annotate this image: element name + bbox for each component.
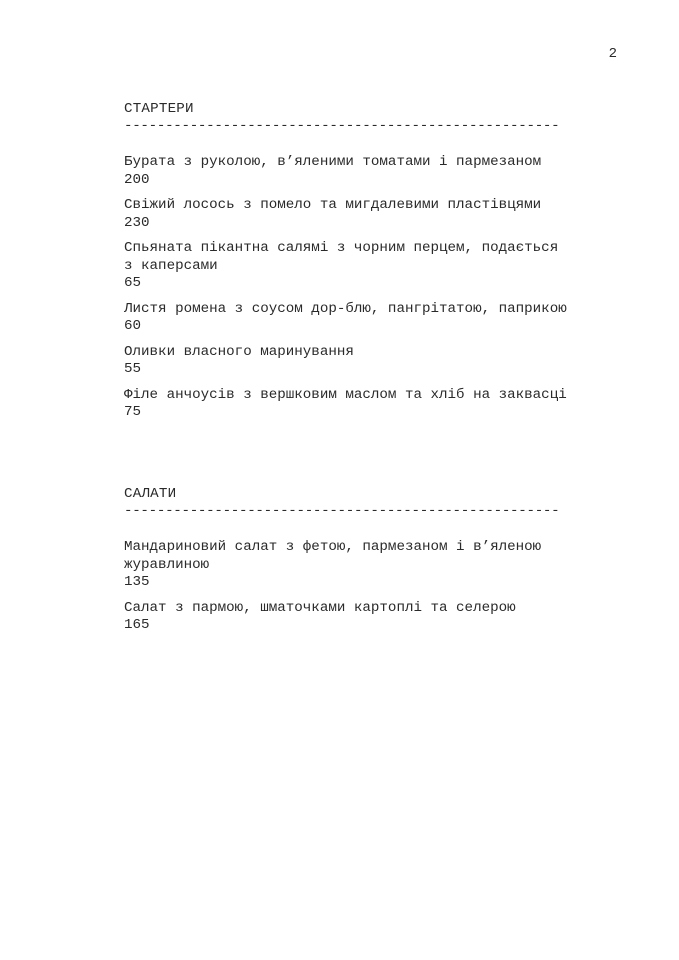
item-price: 135 — [124, 574, 150, 590]
item-name: Філе анчоусів з вершковим маслом та хліб на заквасці — [124, 386, 567, 403]
menu-item — [124, 240, 624, 293]
section-divider: ----------------------------------------------------- — [124, 118, 560, 134]
item-name: Салат з пармою, шматочками картоплі та селерою — [124, 599, 516, 616]
menu-item — [124, 197, 624, 232]
menu-item — [124, 600, 624, 635]
menu-item — [124, 344, 624, 379]
item-price: 60 — [124, 318, 142, 334]
item-name: Мандариновий салат з фетою, пармезаном і в’яленою журавлиною — [124, 539, 542, 573]
item-name: Листя ромена з соусом дор-блю, пангрітатою, паприкою — [124, 300, 567, 317]
section-title: СТАРТЕРИ — [124, 101, 194, 117]
menu-item — [124, 387, 624, 422]
item-price: 75 — [124, 404, 142, 420]
section-divider: ----------------------------------------------------- — [124, 503, 560, 519]
item-price: 200 — [124, 171, 150, 188]
menu-item — [124, 539, 624, 592]
menu-item — [124, 301, 624, 336]
item-name: Спьяната пікантна салямі з чорним перцем, подається з каперсами — [124, 240, 559, 274]
section-title: САЛАТИ — [124, 486, 177, 502]
item-price: 230 — [124, 214, 150, 231]
item-price: 165 — [124, 617, 150, 633]
item-name: Оливки власного маринування — [124, 343, 354, 360]
item-name: Бурата з руколою, в’яленими томатами і пармезаном — [124, 154, 542, 170]
item-price: 55 — [124, 361, 142, 377]
menu-item — [124, 154, 624, 189]
item-price: 65 — [124, 275, 142, 291]
page-number: 2 — [608, 46, 617, 62]
section-starters — [124, 101, 624, 430]
section-salads — [124, 486, 624, 643]
item-name: Свіжий лосось з помело та мигдалевими пластівцями — [124, 197, 542, 213]
